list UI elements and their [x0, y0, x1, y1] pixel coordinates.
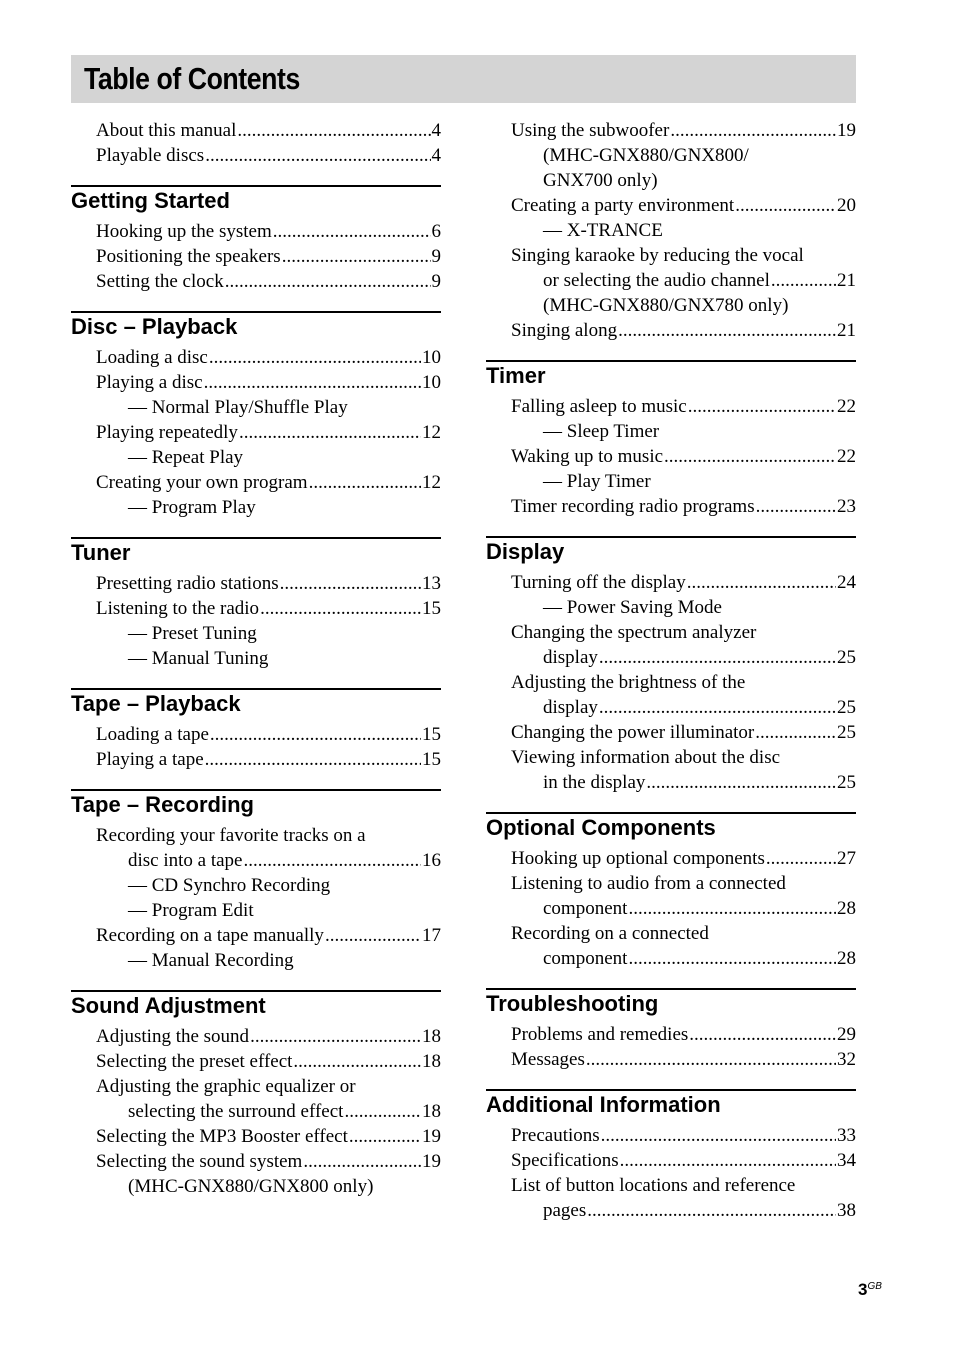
toc-subentry[interactable]: [511, 168, 856, 193]
toc-entry-text: Adjusting the brightness of the: [511, 672, 746, 693]
toc-page-number: 20: [837, 195, 856, 216]
toc-entry-text: or selecting the audio channel: [543, 270, 770, 291]
toc-entry-text: Hooking up optional components: [511, 848, 765, 869]
leader-dots: [204, 370, 421, 395]
toc-entry-text: Adjusting the sound: [96, 1026, 250, 1047]
section-heading-text: Additional Information: [486, 1092, 721, 1117]
section-heading-text: Troubleshooting: [486, 991, 659, 1016]
toc-page-number: 19: [837, 120, 856, 141]
toc-subentry[interactable]: [511, 268, 856, 293]
toc-entry[interactable]: [96, 219, 441, 244]
toc-entry[interactable]: [511, 243, 856, 268]
section-heading: [486, 988, 856, 1022]
toc-entry-text: Timer recording radio programs: [511, 496, 755, 517]
toc-entry[interactable]: [96, 722, 441, 747]
toc-subentry[interactable]: [511, 595, 856, 620]
section-heading-text: Tape – Recording: [71, 792, 254, 817]
section-heading-text: Timer: [486, 363, 546, 388]
toc-page-number: 22: [837, 396, 856, 417]
toc-entry-text: Hooking up the system: [96, 221, 272, 242]
toc-page-number: 4: [431, 120, 441, 141]
section-heading-text: Disc – Playback: [71, 314, 238, 339]
toc-entry[interactable]: [511, 1123, 856, 1148]
section-tuner: [71, 537, 441, 675]
toc-page-number: 28: [837, 898, 856, 919]
toc-entry[interactable]: [96, 470, 441, 495]
toc-entry-text: Presetting radio stations: [96, 573, 279, 594]
section-heading: [71, 537, 441, 571]
section-intro: [71, 118, 441, 172]
page-number-value: 3: [858, 1280, 868, 1299]
toc-entry[interactable]: [511, 118, 856, 143]
toc-page-number: 34: [837, 1150, 856, 1171]
toc-subentry[interactable]: [96, 1099, 441, 1124]
leader-dots: [303, 1149, 421, 1174]
toc-entry-text: GNX700 only): [543, 170, 658, 191]
toc-entries: [71, 219, 441, 298]
toc-entry[interactable]: [511, 670, 856, 695]
leader-dots: [628, 946, 836, 971]
toc-entry-text: — Program Play: [128, 497, 256, 518]
toc-entry-text: Setting the clock: [96, 271, 224, 292]
toc-entry-text: Recording on a tape manually: [96, 925, 324, 946]
leader-dots: [205, 143, 430, 168]
toc-entry-text: Viewing information about the disc: [511, 747, 781, 768]
toc-entry-text: Changing the power illuminator: [511, 722, 755, 743]
leader-dots: [250, 1024, 421, 1049]
toc-entry-text: List of button locations and reference: [511, 1175, 796, 1196]
toc-entry-text: Problems and remedies: [511, 1024, 689, 1045]
toc-subentry[interactable]: [96, 395, 441, 420]
leader-dots: [344, 1099, 421, 1124]
toc-subentry[interactable]: [511, 896, 856, 921]
section-heading-text: Optional Components: [486, 815, 716, 840]
toc-entry-text: — Program Edit: [128, 900, 254, 921]
toc-entry-text: Selecting the preset effect: [96, 1051, 293, 1072]
toc-subentry[interactable]: [96, 495, 441, 520]
toc-page-number: 15: [422, 598, 441, 619]
toc-entry[interactable]: [511, 745, 856, 770]
toc-page-number: 24: [837, 572, 856, 593]
toc-entry[interactable]: [96, 244, 441, 269]
toc-entry-text: — Repeat Play: [128, 447, 244, 468]
title-bar: [71, 55, 856, 103]
toc-entry-text: Waking up to music: [511, 446, 664, 467]
toc-entry-text: Listening to the radio: [96, 598, 260, 619]
toc-entries: [71, 345, 441, 524]
leader-dots: [766, 846, 836, 871]
section-heading-text: Display: [486, 539, 565, 564]
toc-entry-text: Precautions: [511, 1125, 600, 1146]
leader-dots: [260, 596, 421, 621]
leader-dots: [282, 244, 431, 269]
toc-page-number: 32: [837, 1049, 856, 1070]
section-sound-adjustment: [71, 990, 441, 1203]
toc-entry-text: — Power Saving Mode: [543, 597, 722, 618]
section-disc-playback: [71, 311, 441, 524]
leader-dots: [689, 1022, 836, 1047]
section-timer: [486, 360, 856, 523]
toc-entry[interactable]: [96, 118, 441, 143]
toc-entry[interactable]: [96, 923, 441, 948]
toc-page-number: 18: [422, 1051, 441, 1072]
leader-dots: [628, 896, 836, 921]
leader-dots: [309, 470, 421, 495]
section-tape-recording: [71, 789, 441, 977]
toc-subentry[interactable]: [96, 646, 441, 671]
toc-entries: [71, 118, 441, 172]
leader-dots: [325, 923, 421, 948]
toc-entries: [71, 1024, 441, 1203]
toc-entry[interactable]: [96, 420, 441, 445]
toc-page-number: 18: [422, 1101, 441, 1122]
section-heading: [486, 536, 856, 570]
toc-page-number: 13: [422, 573, 441, 594]
toc-entry-text: Positioning the speakers: [96, 246, 281, 267]
section-heading: [71, 789, 441, 823]
section-heading: [71, 688, 441, 722]
toc-entry[interactable]: [96, 596, 441, 621]
toc-entry[interactable]: [511, 394, 856, 419]
page-title: Table of Contents: [84, 61, 300, 96]
toc-entry[interactable]: [511, 871, 856, 896]
toc-page-number: 12: [422, 472, 441, 493]
leader-dots: [601, 1123, 836, 1148]
toc-page-number: 12: [422, 422, 441, 443]
toc-entry-text: Creating a party environment: [511, 195, 735, 216]
toc-entry-text: (MHC-GNX880/GNX800/: [543, 145, 749, 166]
leader-dots: [688, 394, 836, 419]
section-heading: [71, 990, 441, 1024]
section-troubleshooting: [486, 988, 856, 1076]
toc-subentry[interactable]: [511, 469, 856, 494]
toc-entry-text: Playing a tape: [96, 749, 204, 770]
toc-entry[interactable]: [511, 570, 856, 595]
toc-entries: [71, 823, 441, 977]
toc-entries: [486, 570, 856, 799]
section-getting-started: [71, 185, 441, 298]
toc-page-number: 17: [422, 925, 441, 946]
toc-page-number: 6: [431, 221, 441, 242]
toc-entries: [71, 571, 441, 675]
toc-entry[interactable]: [511, 444, 856, 469]
toc-page-number: 22: [837, 446, 856, 467]
leader-dots: [735, 193, 836, 218]
toc-entry-text: Changing the spectrum analyzer: [511, 622, 757, 643]
toc-page-number: 19: [422, 1151, 441, 1172]
leader-dots: [273, 219, 431, 244]
toc-entry[interactable]: [96, 747, 441, 772]
toc-entry-text: About this manual: [96, 120, 237, 141]
toc-page-number: 10: [422, 347, 441, 368]
toc-subentry[interactable]: [511, 695, 856, 720]
toc-page-number: 29: [837, 1024, 856, 1045]
leader-dots: [225, 269, 431, 294]
toc-page-number: 18: [422, 1026, 441, 1047]
toc-entry-text: Playing repeatedly: [96, 422, 238, 443]
toc-entries: [486, 846, 856, 975]
page-number: [858, 1280, 882, 1300]
toc-page-number: 25: [837, 772, 856, 793]
section-intro: [486, 118, 856, 347]
leader-dots: [587, 1198, 836, 1223]
toc-page-number: 9: [431, 246, 441, 267]
section-display: [486, 536, 856, 799]
leader-dots: [280, 571, 421, 596]
toc-subentry[interactable]: [96, 873, 441, 898]
toc-page-number: 19: [422, 1126, 441, 1147]
toc-column-right: [486, 118, 856, 1227]
leader-dots: [620, 1148, 836, 1173]
toc-page-number: 16: [422, 850, 441, 871]
toc-entry[interactable]: [511, 720, 856, 745]
toc-subentry[interactable]: [511, 770, 856, 795]
toc-column-left: [71, 118, 441, 1203]
toc-entry[interactable]: [511, 846, 856, 871]
toc-page-number: 25: [837, 722, 856, 743]
leader-dots: [239, 420, 421, 445]
leader-dots: [664, 444, 836, 469]
leader-dots: [687, 570, 836, 595]
toc-entry[interactable]: [96, 143, 441, 168]
toc-entries: [486, 118, 856, 347]
toc-entry[interactable]: [96, 370, 441, 395]
toc-entry[interactable]: [511, 494, 856, 519]
toc-subentry[interactable]: [96, 898, 441, 923]
toc-entry-text: Playing a disc: [96, 372, 203, 393]
toc-entry-text: — X-TRANCE: [543, 220, 663, 241]
leader-dots: [670, 118, 836, 143]
leader-dots: [205, 747, 421, 772]
toc-page-number: 28: [837, 948, 856, 969]
leader-dots: [599, 695, 836, 720]
leader-dots: [646, 770, 836, 795]
leader-dots: [209, 345, 421, 370]
toc-entry[interactable]: [96, 1024, 441, 1049]
toc-subentry[interactable]: [511, 218, 856, 243]
toc-entry-text: — Preset Tuning: [128, 623, 257, 644]
toc-subentry[interactable]: [511, 645, 856, 670]
toc-entry-text: Loading a disc: [96, 347, 208, 368]
toc-entry-text: component: [543, 948, 628, 969]
toc-entry-text: Selecting the MP3 Booster effect: [96, 1126, 348, 1147]
toc-entry-text: component: [543, 898, 628, 919]
toc-entry[interactable]: [511, 1022, 856, 1047]
toc-entry-text: Messages: [511, 1049, 585, 1070]
toc-entry-text: Specifications: [511, 1150, 619, 1171]
toc-entry-text: (MHC-GNX880/GNX800 only): [128, 1176, 374, 1197]
leader-dots: [586, 1047, 836, 1072]
toc-entry-text: Creating your own program: [96, 472, 308, 493]
toc-page-number: 9: [431, 271, 441, 292]
toc-entry-text: — Play Timer: [543, 471, 651, 492]
toc-subentry[interactable]: [96, 621, 441, 646]
toc-entry-text: selecting the surround effect: [128, 1101, 344, 1122]
toc-entry-text: Selecting the sound system: [96, 1151, 303, 1172]
toc-page-number: 4: [431, 145, 441, 166]
toc-subentry[interactable]: [511, 419, 856, 444]
leader-dots: [771, 268, 836, 293]
leader-dots: [244, 848, 422, 873]
toc-entry-text: Singing karaoke by reducing the vocal: [511, 245, 804, 266]
toc-entry[interactable]: [511, 1047, 856, 1072]
section-heading: [71, 185, 441, 219]
toc-subentry[interactable]: [511, 293, 856, 318]
section-heading-text: Tape – Playback: [71, 691, 241, 716]
toc-page-number: 38: [837, 1200, 856, 1221]
toc-subentry[interactable]: [96, 445, 441, 470]
leader-dots: [349, 1124, 421, 1149]
page-number-suffix: GB: [867, 1281, 882, 1292]
toc-page-number: 10: [422, 372, 441, 393]
toc-page-number: 15: [422, 724, 441, 745]
leader-dots: [756, 494, 836, 519]
toc-entry-text: display: [543, 697, 598, 718]
toc-entry-text: Using the subwoofer: [511, 120, 670, 141]
section-heading: [486, 360, 856, 394]
toc-page-number: 25: [837, 697, 856, 718]
leader-dots: [755, 720, 836, 745]
toc-entry-text: — Manual Tuning: [128, 648, 269, 669]
toc-entry[interactable]: [511, 620, 856, 645]
toc-entries: [486, 1022, 856, 1076]
section-heading: [486, 1089, 856, 1123]
toc-entry-text: Adjusting the graphic equalizer or: [96, 1076, 356, 1097]
toc-subentry[interactable]: [96, 1174, 441, 1199]
section-tape-playback: [71, 688, 441, 776]
toc-entry[interactable]: [96, 269, 441, 294]
toc-entry[interactable]: [511, 921, 856, 946]
toc-entry[interactable]: [96, 571, 441, 596]
section-additional-information: [486, 1089, 856, 1227]
toc-entry[interactable]: [96, 823, 441, 848]
toc-subentry[interactable]: [511, 1198, 856, 1223]
toc-subentry[interactable]: [96, 848, 441, 873]
toc-entry-text: — Sleep Timer: [543, 421, 660, 442]
toc-entry-text: disc into a tape: [128, 850, 243, 871]
toc-page-number: 15: [422, 749, 441, 770]
section-heading-text: Sound Adjustment: [71, 993, 266, 1018]
toc-subentry[interactable]: [511, 946, 856, 971]
toc-entries: [486, 1123, 856, 1227]
toc-entry-text: Loading a tape: [96, 724, 209, 745]
toc-entry[interactable]: [96, 1124, 441, 1149]
toc-entry-text: Turning off the display: [511, 572, 686, 593]
toc-entry[interactable]: [511, 1173, 856, 1198]
section-heading: [486, 812, 856, 846]
toc-entry-text: Falling asleep to music: [511, 396, 687, 417]
toc-entry[interactable]: [96, 345, 441, 370]
toc-entry[interactable]: [96, 1149, 441, 1174]
leader-dots: [210, 722, 421, 747]
toc-entry[interactable]: [511, 193, 856, 218]
toc-entry[interactable]: [511, 1148, 856, 1173]
toc-entry-text: pages: [543, 1200, 587, 1221]
section-heading-text: Tuner: [71, 540, 131, 565]
toc-entry-text: — Normal Play/Shuffle Play: [128, 397, 348, 418]
toc-entry-text: Playable discs: [96, 145, 205, 166]
toc-page-number: 21: [837, 320, 856, 341]
toc-entry-text: Recording on a connected: [511, 923, 709, 944]
section-optional-components: [486, 812, 856, 975]
toc-page-number: 33: [837, 1125, 856, 1146]
toc-entry-text: (MHC-GNX880/GNX780 only): [543, 295, 789, 316]
leader-dots: [618, 318, 836, 343]
toc-page-number: 23: [837, 496, 856, 517]
toc-entry[interactable]: [96, 1074, 441, 1099]
toc-entry-text: Singing along: [511, 320, 618, 341]
toc-subentry[interactable]: [511, 143, 856, 168]
toc-entries: [486, 394, 856, 523]
toc-entry-text: — CD Synchro Recording: [128, 875, 331, 896]
toc-entry-text: — Manual Recording: [128, 950, 294, 971]
toc-entries: [71, 722, 441, 776]
toc-subentry[interactable]: [96, 948, 441, 973]
leader-dots: [599, 645, 836, 670]
toc-entry[interactable]: [511, 318, 856, 343]
toc-entry-text: in the display: [543, 772, 646, 793]
toc-entry[interactable]: [96, 1049, 441, 1074]
leader-dots: [237, 118, 430, 143]
toc-entry-text: Listening to audio from a connected: [511, 873, 786, 894]
toc-entry-text: display: [543, 647, 598, 668]
section-heading: [71, 311, 441, 345]
toc-page-number: 21: [837, 270, 856, 291]
leader-dots: [293, 1049, 421, 1074]
toc-entry-text: Recording your favorite tracks on a: [96, 825, 366, 846]
toc-page-number: 25: [837, 647, 856, 668]
section-heading-text: Getting Started: [71, 188, 230, 213]
toc-page-number: 27: [837, 848, 856, 869]
